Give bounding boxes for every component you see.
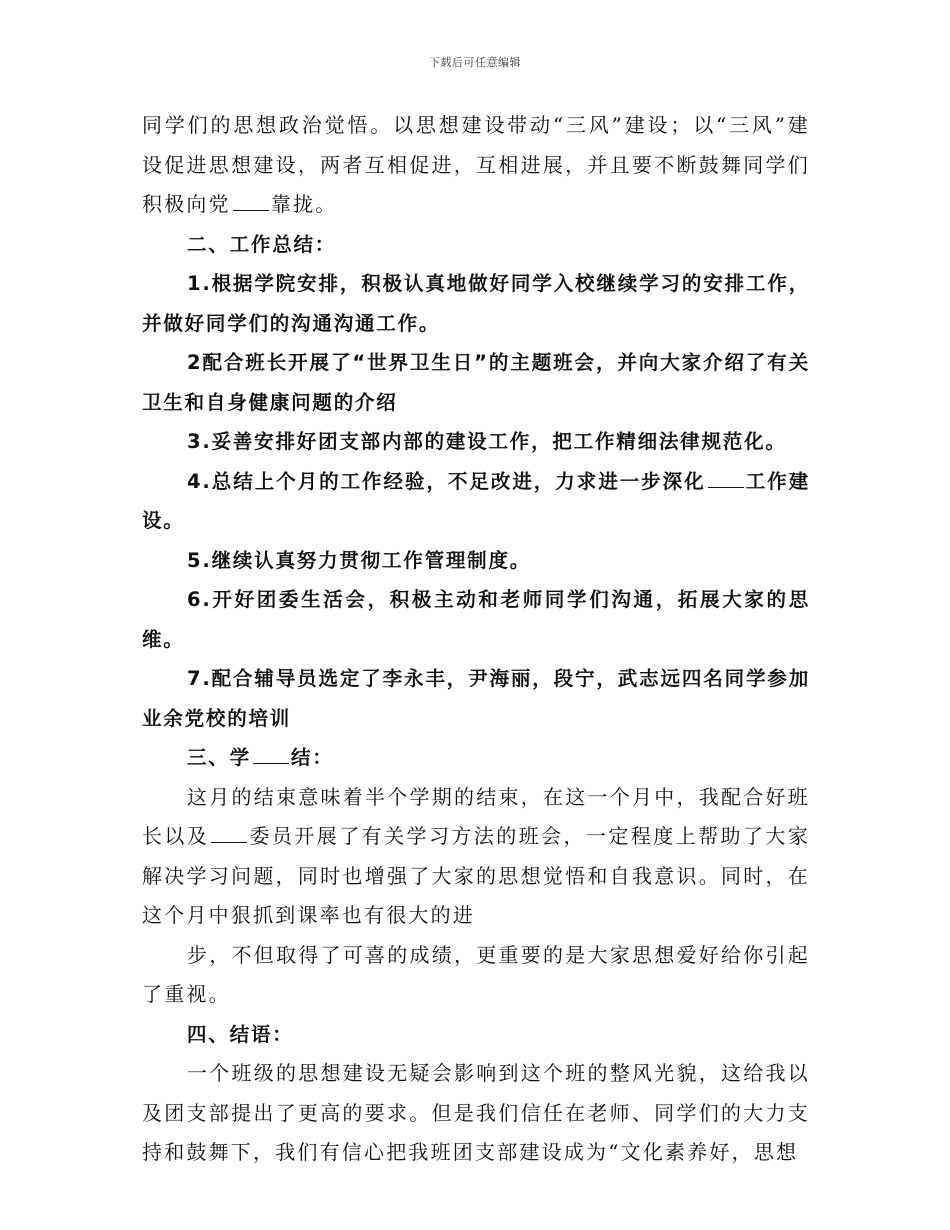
paragraph-conclusion: 一个班级的思想建设无疑会影响到这个班的整风光貌，这给我以及团支部提出了更高的要求。但是我们信任在老师、同学们的大力支持和鼓舞下，我们有信心把我班团支部建设成为“文化素养好，思想: [142, 1061, 810, 1164]
work-item-6: 6.开好团委生活会，积极主动和老师同学们沟通，拓展大家的思维。: [142, 588, 810, 651]
heading-text: 结：: [290, 746, 334, 769]
work-item-1: 1.根据学院安排，积极认真地做好同学入校继续学习的安排工作，并做好同学们的沟通沟通工作。: [142, 272, 810, 335]
paragraph-study-meeting: [142, 778, 810, 936]
section-heading-work-summary: 二、工作总结：: [187, 232, 337, 256]
work-item-3: 3.妥善安排好团支部内部的建设工作，把工作精细法律规范化。: [187, 430, 787, 453]
paragraph-text: 这月的结束意味着半个学期的结束，在这一个月中，我配合好班长以及: [142, 784, 810, 848]
work-item-text: 工作建设。: [142, 469, 810, 532]
fill-blank: [708, 486, 744, 488]
paragraph-political-awareness: [142, 106, 810, 225]
paragraph-text: 同学们的思想政治觉悟。以思想建设带动“三风”建设；以“三风”建设促进思想建设，两者互相促进，互相进展，并且要不断鼓舞同学们积极向党: [142, 113, 810, 216]
page-header-note: 下载后可任意编辑: [429, 56, 521, 69]
document-body: [142, 106, 810, 1173]
fill-blank: [211, 841, 247, 843]
work-item-2: 2配合班长开展了“世界卫生日”的主题班会，并向大家介绍了有关卫生和自身健康问题的介绍: [142, 351, 810, 414]
work-item-5: 5.继续认真努力贯彻工作管理制度。: [187, 548, 532, 572]
section-heading-conclusion: 四、结语：: [187, 1022, 294, 1046]
fill-blank: [253, 762, 289, 764]
heading-text: 三、学: [187, 746, 251, 769]
fill-blank: [233, 209, 269, 211]
paragraph-text: 委员开展了有关学习方法的班会，一定程度上帮助了大家解决学习问题，同时也增强了大家的思想觉悟和自我意识。同时，在这个月中狠抓到课率也有很大的进: [142, 824, 811, 927]
work-item-4: [142, 462, 810, 541]
paragraph-progress: 步，不但取得了可喜的成绩，更重要的是大家思想爱好给你引起了重视。: [142, 942, 810, 1006]
paragraph-text: 靠拢。: [270, 192, 338, 216]
work-item-7: 7.配合辅导员选定了李永丰，尹海丽，段宁，武志远四名同学参加业余党校的培训: [142, 667, 810, 730]
work-item-text: 4.总结上个月的工作经验，不足改进，力求进一步深化: [187, 469, 706, 493]
section-heading-study-summary: [142, 738, 810, 778]
